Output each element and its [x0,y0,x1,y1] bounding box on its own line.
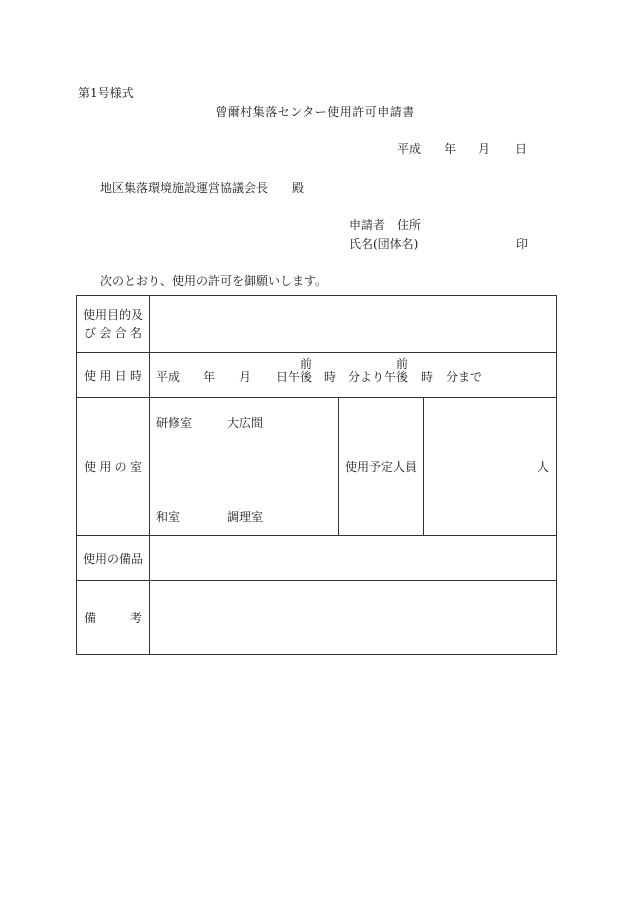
dt-day: 日 [276,370,289,384]
dt-ampm-1: 午 [288,370,301,384]
room-large-hall[interactable]: 大広間 [227,416,264,430]
dt-month: 月 [239,370,252,384]
room-japanese[interactable]: 和室 [156,510,181,524]
intro-text: 次のとおり、使用の許可を御願いします。 [100,274,328,288]
dt-era: 平成 [156,370,181,384]
purpose-label-char: 会 [99,326,112,340]
application-form-table [76,295,557,655]
equipment-row [77,536,557,581]
equipment-label: 使用の備品 [77,536,150,581]
attendees-unit: 人 [537,460,550,474]
room-selection-field[interactable] [150,398,339,536]
dt-am-1: 前 [300,357,313,371]
datetime-field[interactable] [150,353,557,398]
application-date [397,142,527,156]
dt-am-2: 前 [396,357,409,371]
date-era: 平成 [397,142,422,156]
purpose-label-char: 名 [129,326,142,340]
datetime-label-char: 時 [129,368,142,383]
room-label-char: 使 [84,460,97,474]
room-label-char: 用 [99,460,112,474]
dt-pm-2: 後 [396,370,409,384]
dt-ampm-choice-1[interactable] [300,358,312,384]
room-training[interactable]: 研修室 [156,416,193,430]
room-row [77,398,557,536]
remarks-label [77,581,150,655]
purpose-label-line2 [77,324,149,341]
dt-pm-1: 後 [300,370,313,384]
room-cooking[interactable]: 調理室 [227,510,264,524]
form-number: 第1号様式 [78,86,134,100]
datetime-label [77,353,150,398]
equipment-field[interactable] [150,536,557,581]
attendees-field[interactable] [424,398,557,536]
dt-hour-2: 時 [421,370,434,384]
attendees-label: 使用予定人員 [339,398,424,536]
dt-ampm-choice-2[interactable] [396,358,408,384]
addressee-suffix: 殿 [292,181,305,195]
purpose-label [77,296,150,353]
remarks-label-char: 備 [84,611,97,625]
date-month: 月 [478,142,491,156]
dt-ampm-2: 午 [384,370,397,384]
purpose-row [77,296,557,353]
remarks-label-char: 考 [129,611,142,625]
room-label-char: 室 [129,460,142,474]
purpose-label-line1: 使用目的及 [83,308,144,322]
date-year: 年 [444,142,457,156]
remarks-row [77,581,557,655]
room-label-char: の [114,460,127,474]
room-label [77,398,150,536]
purpose-field[interactable] [150,296,557,353]
datetime-label-char: 日 [114,368,127,383]
datetime-label-char: 使 [84,368,97,383]
remarks-field[interactable] [150,581,557,655]
applicant-address-label: 申請者 住所 [349,218,422,232]
datetime-row [77,353,557,398]
seal-mark: 印 [516,237,529,251]
purpose-label-char: び [84,326,97,340]
dt-minute-until: 分まで [446,370,483,384]
purpose-label-char: 合 [114,326,127,340]
form-title: 曾爾村集落センター使用許可申請書 [215,105,415,119]
dt-year: 年 [203,370,216,384]
dt-minute-from: 分より [348,370,385,384]
applicant-name-label: 氏名(団体名) [349,237,419,251]
dt-hour-1: 時 [324,370,337,384]
datetime-label-char: 用 [99,368,112,383]
addressee [100,181,304,195]
date-day: 日 [515,142,528,156]
addressee-name: 地区集落環境施設運営協議会長 [100,181,269,195]
